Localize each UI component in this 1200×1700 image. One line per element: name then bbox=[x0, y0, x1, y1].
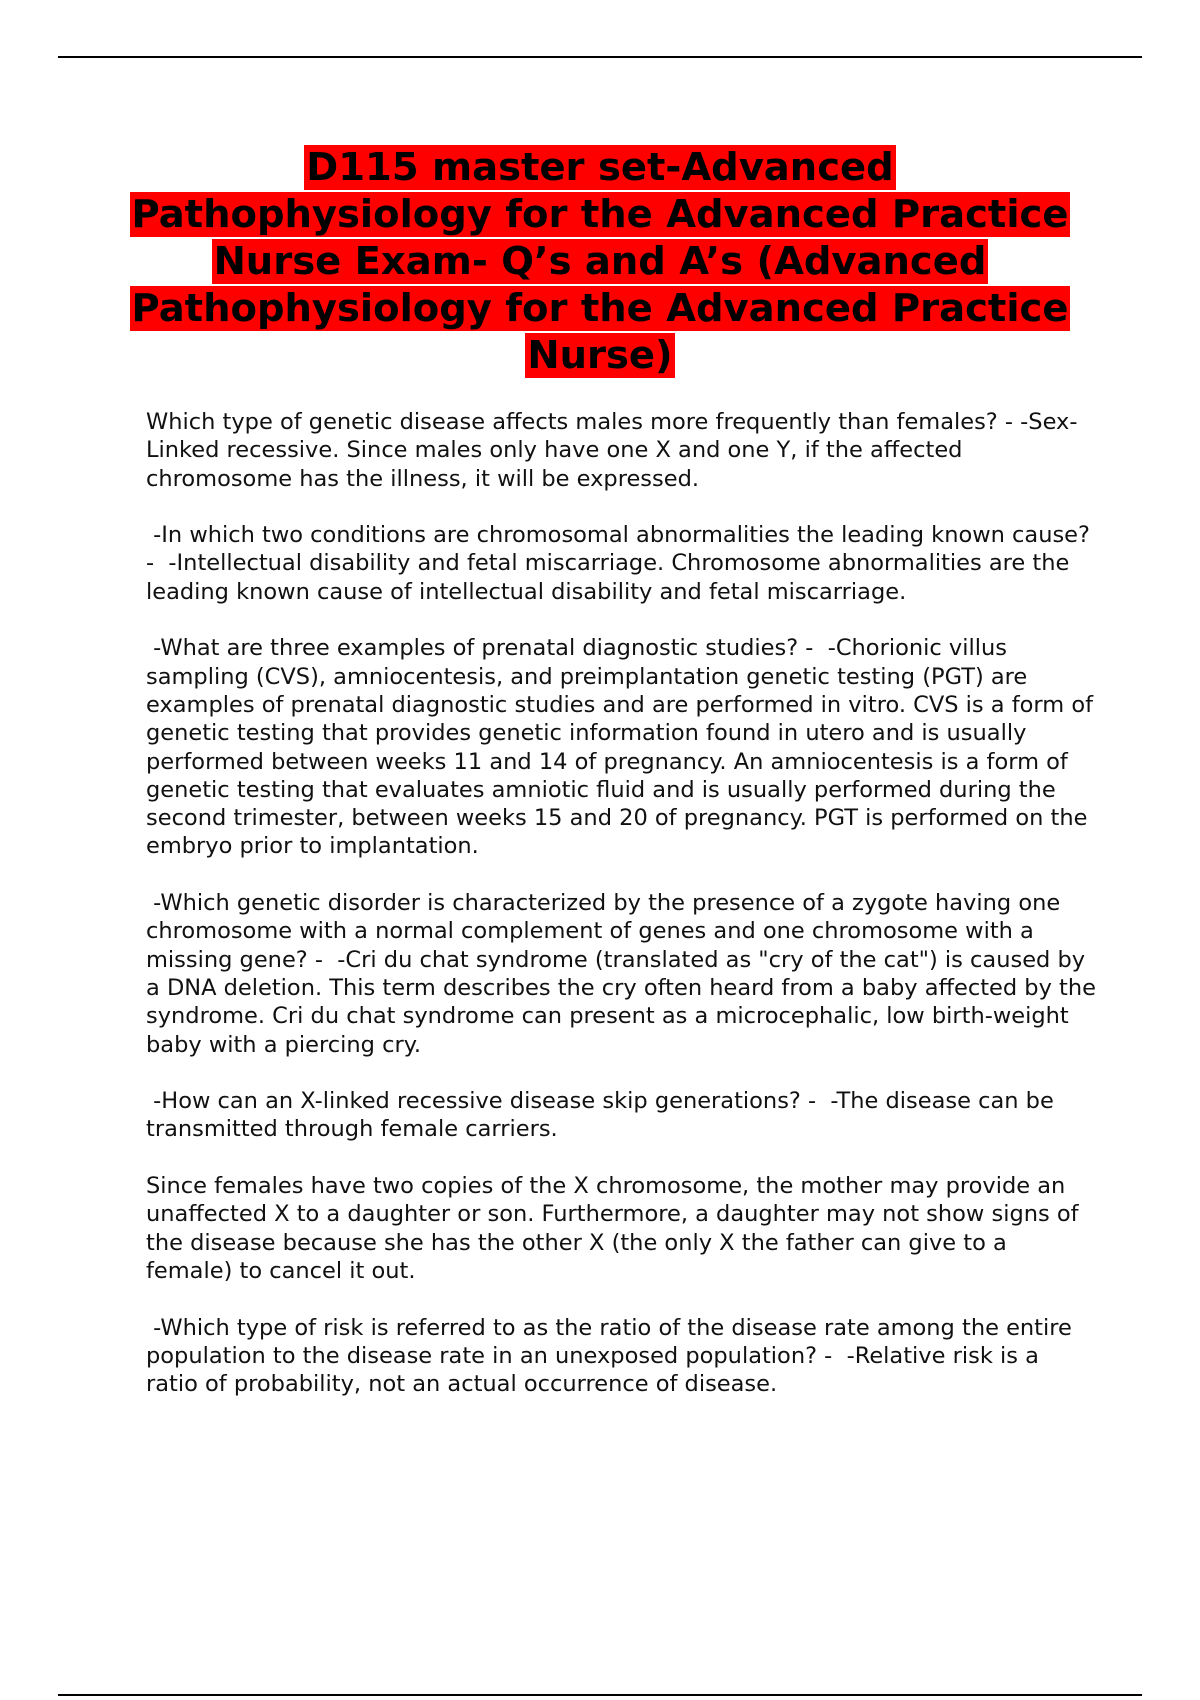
qa-paragraph-6: Since females have two copies of the X chromosome, the mother may provide an unaffected X to a daughter or son. Furthermore, a daughter may not show signs of the disease because she has the other X (the only X the father can give to a female) to cancel it out. bbox=[146, 1173, 1086, 1284]
qa-paragraph-5: -How can an X-linked recessive disease skip generations? - -The disease can be transmitted through female carriers. bbox=[146, 1088, 1061, 1143]
bottom-rule bbox=[58, 1694, 1142, 1696]
top-rule bbox=[58, 56, 1142, 58]
qa-paragraph-3: -What are three examples of prenatal diagnostic studies? - -Chorionic villus sampling (CVS), amniocentesis, and preimplantation genetic testing (PGT) are examples of prenatal diagnostic studies and are performed in vitro. CVS is a form of genetic testing that provides genetic information found in utero and is usually performed between weeks 11 and 14 of pregnancy. An amniocentesis is a form of genetic testing that evaluates amniotic fluid and is usually performed during the second trimester, between weeks 15 and 20 of pregnancy. PGT is performed on the embryo prior to implantation. bbox=[146, 635, 1101, 860]
document-body bbox=[146, 408, 1104, 1427]
qa-paragraph-4: -Which genetic disorder is characterized by the presence of a zygote having one chromosome with a normal complement of genes and one chromosome with a missing gene? - -Cri du chat syndrome (translated as "cry of the cat") is caused by a DNA deletion. This term describes the cry often heard from a baby affected by the syndrome. Cri du chat syndrome can present as a microcephalic, low birth-weight baby with a piercing cry. bbox=[146, 890, 1104, 1058]
document-title: D115 master set-Advanced Pathophysiology for the Advanced Practice Nurse Exam- Q’s and A’s (Advanced Pathophysiology for the Advanced Practice Nurse) bbox=[131, 145, 1069, 378]
title-block bbox=[120, 144, 1080, 379]
qa-paragraph-1: Which type of genetic disease affects males more frequently than females? - -Sex-Linked recessive. Since males only have one X and one Y, if the affected chromosome has the illness, it will be expressed. bbox=[146, 409, 1078, 492]
qa-paragraph-7: -Which type of risk is referred to as the ratio of the disease rate among the entire population to the disease rate in an unexposed population? - -Relative risk is a ratio of probability, not an actual occurrence of disease. bbox=[146, 1314, 1080, 1398]
qa-paragraph-2: -In which two conditions are chromosomal abnormalities the leading known cause? - -Intellectual disability and fetal miscarriage. Chromosome abnormalities are the leading known cause of intellectual disability and fetal miscarriage. bbox=[146, 522, 1098, 605]
